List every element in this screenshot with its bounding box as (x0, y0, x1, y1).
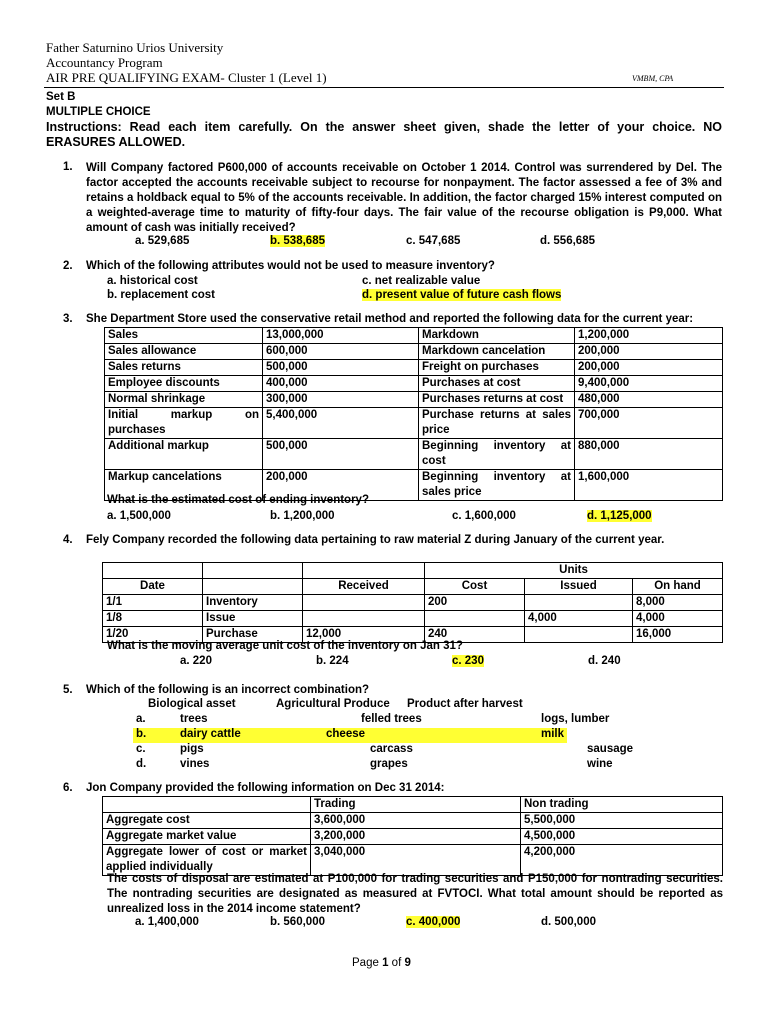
retail-data-table (104, 327, 723, 501)
securities-table (102, 796, 723, 876)
q6-option-d: d. 500,000 (541, 916, 596, 928)
q4-option-c: c. 230 (452, 655, 484, 667)
q4-option-d: d. 240 (588, 655, 621, 667)
table-row: Sales 13,000,000 Markdown 1,200,000 (105, 328, 723, 344)
question-number: 4. (63, 534, 73, 546)
inventory-table (102, 562, 723, 643)
page-footer (352, 957, 411, 969)
q5-header-biological: Biological asset (148, 698, 236, 710)
university-name: Father Saturnino Urios University (46, 40, 224, 55)
q3-option-c: c. 1,600,000 (452, 510, 516, 522)
q6-option-c: c. 400,000 (406, 916, 461, 928)
table-row: Sales returns 500,000 Freight on purchases 200,000 (105, 360, 723, 376)
set-label: Set B (46, 91, 76, 103)
instructions: Instructions: Read each item carefully. On the answer sheet given, shade the letter of your choice. NO ERASURES ALLOWED. (46, 120, 722, 149)
q1-option-c: c. 547,685 (406, 235, 461, 247)
q3-option-a: a. 1,500,000 (107, 510, 171, 522)
section-label: MULTIPLE CHOICE (46, 106, 151, 118)
q5-row-d-produce: grapes (370, 758, 408, 770)
q5-row-b-produce: cheese (326, 728, 366, 740)
q3-option-d: d. 1,125,000 (587, 510, 652, 522)
q5-row-c-product: sausage (587, 743, 634, 755)
q3-question: What is the estimated cost of ending inventory? (107, 494, 369, 506)
table-row: Employee discounts 400,000 Purchases at cost 9,400,000 (105, 376, 723, 392)
q5-row-a-produce: felled trees (361, 713, 422, 725)
question-1-text: Will Company factored P600,000 of accounts receivable on October 1 2014. Control was surrendered by Del. The factor accepted the accounts receivable subject to recourse for nonpayment. The factor assessed a fee of 3% and retains a holdback equal to 5% of the accounts receivable. In addition, the factor charged 15% interest computed on a weighted-average time to maturity of fifty-four days. The fair value of the recourse obligation is P9,000. What amount of cash was initially received? (86, 162, 722, 234)
q2-option-b: b. replacement cost (107, 289, 216, 301)
table-row: 1/20 Purchase 12,000 240 16,000 (103, 627, 723, 643)
table-row: Aggregate cost 3,600,000 5,500,000 (103, 813, 723, 829)
q4-option-a: a. 220 (180, 655, 212, 667)
q5-row-b-letter: b. (136, 728, 147, 740)
question-number: 1. (63, 161, 73, 173)
question-6-text: Jon Company provided the following information on Dec 31 2014: (86, 782, 445, 794)
q5-row-d-asset: vines (180, 758, 210, 770)
q2-option-c: c. net realizable value (362, 275, 481, 287)
q4-question: What is the moving average unit cost of the inventory on Jan 31? (107, 640, 463, 652)
author-credit: VMBM, CPA (632, 74, 674, 83)
q5-row-a-letter: a. (136, 713, 146, 725)
table-row: Date Received Cost Issued On hand (103, 579, 723, 595)
q5-row-a-asset: trees (180, 713, 208, 725)
page-number: 1 (382, 957, 389, 969)
question-4-text: Fely Company recorded the following data pertaining to raw material Z during January of the current year. (86, 534, 665, 546)
q5-row-d-product: wine (587, 758, 613, 770)
q6-option-a: a. 1,400,000 (135, 916, 199, 928)
q5-row-d-letter: d. (136, 758, 147, 770)
question-number: 3. (63, 313, 73, 325)
units-header: Units (425, 563, 723, 579)
of-label: of (391, 957, 402, 969)
q5-row-a-product: logs, lumber (541, 713, 610, 725)
q6-option-b: b. 560,000 (270, 916, 325, 928)
table-row: Trading Non trading (103, 797, 723, 813)
q1-option-b: b. 538,685 (270, 235, 325, 247)
q5-header-produce: Agricultural Produce (276, 698, 390, 710)
question-number: 6. (63, 782, 73, 794)
question-number: 5. (63, 684, 73, 696)
q5-row-c-produce: carcass (370, 743, 413, 755)
table-row: Normal shrinkage 300,000 Purchases returns at cost 480,000 (105, 392, 723, 408)
page-total: 9 (404, 957, 411, 969)
table-row: Initial markup on purchases 5,400,000 Purchase returns at sales price 700,000 (105, 408, 723, 439)
header-rule (44, 87, 724, 88)
q1-option-d: d. 556,685 (540, 235, 595, 247)
page-label: Page (352, 957, 379, 969)
question-5-text: Which of the following is an incorrect combination? (86, 684, 370, 696)
q1-option-a: a. 529,685 (135, 235, 190, 247)
table-row: Sales allowance 600,000 Markdown cancelation 200,000 (105, 344, 723, 360)
question-number: 2. (63, 260, 73, 272)
q3-option-b: b. 1,200,000 (270, 510, 335, 522)
table-row: Aggregate market value 3,200,000 4,500,000 (103, 829, 723, 845)
question-2-text: Which of the following attributes would not be used to measure inventory? (86, 260, 495, 272)
q5-header-product: Product after harvest (407, 698, 523, 710)
question-3-text: She Department Store used the conservative retail method and reported the following data for the current year: (86, 313, 694, 325)
program-name: Accountancy Program (46, 55, 163, 70)
table-row: Aggregate lower of cost or market applied individually 3,040,000 4,200,000 (103, 845, 723, 876)
table-row: 1/8 Issue 4,000 4,000 (103, 611, 723, 627)
table-row (103, 563, 723, 579)
q5-row-b-product: milk (541, 728, 565, 740)
exam-title: AIR PRE QUALIFYING EXAM- Cluster 1 (Level 1) (46, 70, 327, 85)
q6-question: The costs of disposal are estimated at P100,000 for trading securities and P150,000 for nontrading securities. The nontrading securities are designated as measured at FVTOCI. What total amount should be reported as unrealized loss in the 2014 income statement? (107, 873, 723, 915)
table-row: Additional markup 500,000 Beginning inventory at cost 880,000 (105, 439, 723, 470)
table-row: Markup cancelations 200,000 Beginning inventory at sales price 1,600,000 (105, 470, 723, 501)
q2-option-d: d. present value of future cash flows (362, 289, 562, 301)
q5-row-c-letter: c. (136, 743, 146, 755)
q5-row-c-asset: pigs (180, 743, 204, 755)
q4-option-b: b. 224 (316, 655, 349, 667)
table-row: 1/1 Inventory 200 8,000 (103, 595, 723, 611)
q5-row-b-asset: dairy cattle (180, 728, 241, 740)
q2-option-a: a. historical cost (107, 275, 198, 287)
